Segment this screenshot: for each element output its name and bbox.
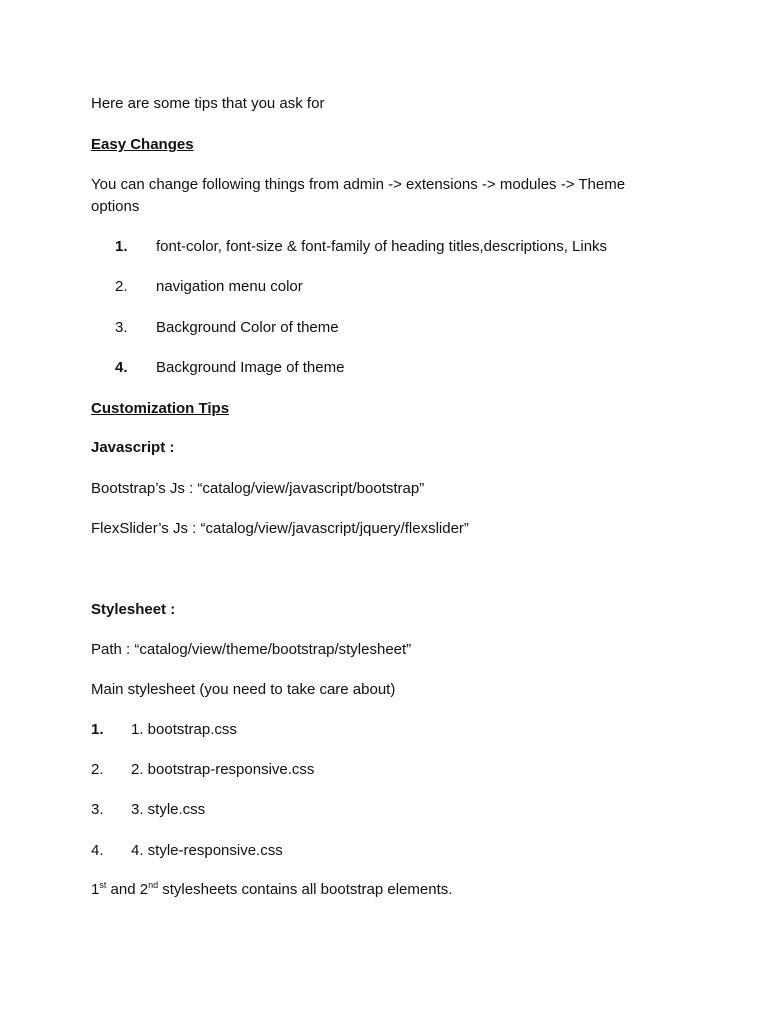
list-item: Background Image of theme [156,359,345,376]
list-item-number: 1. [91,721,104,738]
list-item: navigation menu color [156,278,303,295]
easy-changes-desc-line2: options [91,198,140,215]
intro-text: Here are some tips that you ask for [91,95,325,112]
stylesheet-label: Stylesheet : [91,601,176,618]
list-item: 4. style-responsive.css [131,842,283,859]
footer-rest: stylesheets contains all bootstrap elements. [158,881,453,898]
list-item-number: 3. [115,319,128,336]
list-item: 1. bootstrap.css [131,721,237,738]
list-item-number: 4. [91,842,104,859]
easy-changes-heading: Easy Changes [91,136,194,153]
customization-heading: Customization Tips [91,400,230,417]
footer-n1: 1 [91,881,100,898]
main-stylesheet-text: Main stylesheet (you need to take care about) [91,681,396,698]
list-item-number: 2. [91,761,104,778]
bootstrap-js-path: Bootstrap’s Js : “catalog/view/javascript/bootstrap” [91,480,425,497]
list-item-number: 2. [115,278,128,295]
footer-sup2: nd [148,880,159,890]
stylesheet-footer-note [91,880,452,900]
list-item-number: 4. [115,359,128,376]
flexslider-js-path: FlexSlider’s Js : “catalog/view/javascript/jquery/flexslider” [91,520,469,537]
javascript-label: Javascript : [91,439,175,456]
footer-sup1: st [99,880,107,890]
list-item: Background Color of theme [156,319,339,336]
list-item-number: 3. [91,801,104,818]
list-item: font-color, font-size & font-family of heading titles,descriptions, Links [156,238,608,255]
list-item-number: 1. [115,238,128,255]
list-item: 3. style.css [131,801,206,818]
easy-changes-desc-line1: You can change following things from admin -> extensions -> modules -> Theme [91,176,626,193]
list-item: 2. bootstrap-responsive.css [131,761,315,778]
footer-and: and 2 [106,881,149,898]
stylesheet-path: Path : “catalog/view/theme/bootstrap/stylesheet” [91,641,412,658]
